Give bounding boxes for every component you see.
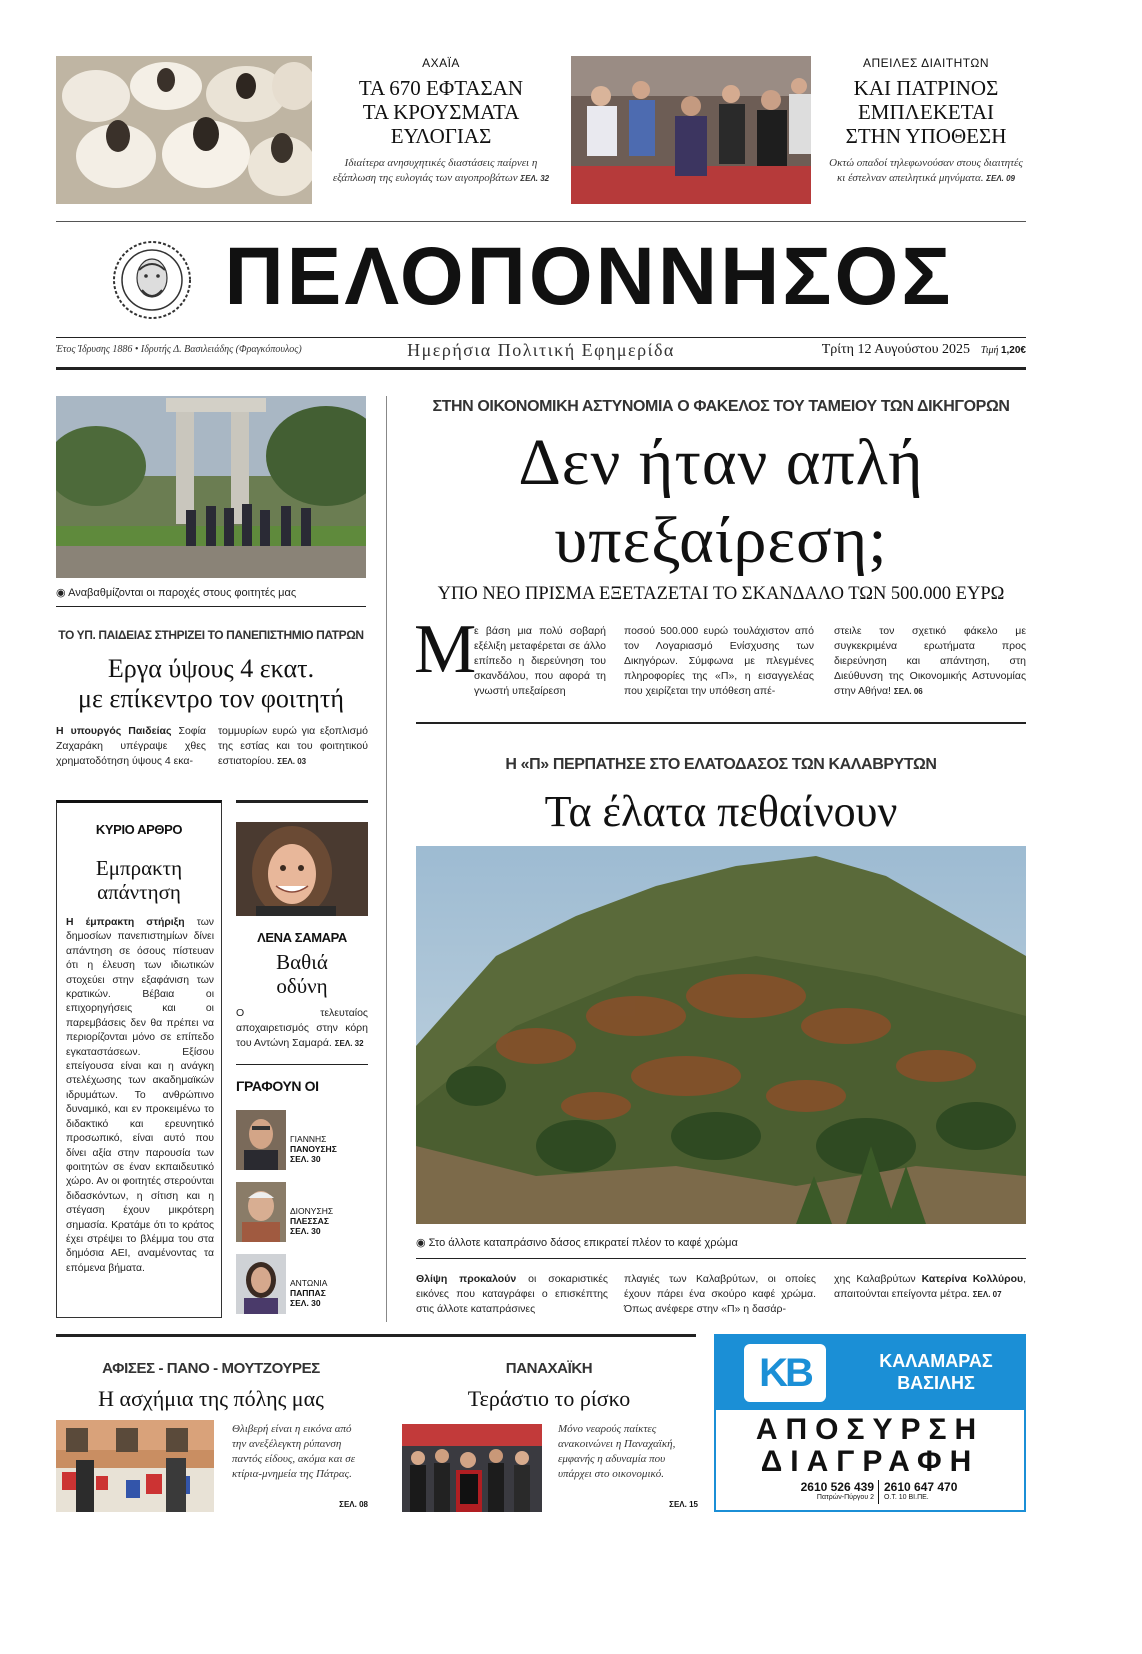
teaser-summary: Οκτώ οπαδοί τηλεφωνούσαν στους διαιτητές κι έστελναν απειλητικά μηνύματα. ΣΕΛ. 09 bbox=[829, 157, 1023, 184]
lead-col-2: ποσού 500.000 ευρώ τουλάχιστον από τον Λογαριασμό Ενίσχυσης των Δικηγόρων. Σύμφωνα με πλεγμένες πληροφορίες της «Π», η εισαγγελέας που χειρίζεται την υπόθεση απέ- bbox=[624, 625, 814, 697]
posters-page: ΣΕΛ. 08 bbox=[339, 1500, 368, 1509]
posters-kicker: ΑΦΙΣΕΣ - ΠΑΝΟ - ΜΟΥΤΖΟΥΡΕΣ bbox=[102, 1360, 320, 1377]
ad-phone-1[interactable]: 2610 526 439 Πατρών-Πύργου 2 bbox=[800, 1480, 874, 1501]
page-ref: ΣΕΛ. 09 bbox=[986, 174, 1016, 183]
writers-label: ΓΡΑΦΟΥΝ ΟΙ bbox=[236, 1078, 319, 1094]
editorial-body: Η έμπρακτη στήριξη των δημοσίων πανεπιστημίων δίνει απάντηση σε όσους πίστευαν ότι η έλευση των ιδιωτικών στοχεύει στην εξαφάνιση των κρατικών. Βέβαια οι επιχορηγήσεις και οι παρεμβάσεις δεν θα πρέπει να περιορίζονται μόνο σε επίπεδο εγκαταστάσεων. Εξίσου επείγουσα είναι και η ανάγκη στελέχωσης των ακαδημαϊκών ιδρυμάτων. Το ανθρώπινο δυναμικό, και εν προκειμένω το διδακτικό και ερευνητικό προσωπικό, είναι αυτό που δίνει αξία στην παρουσία των φοιτητών σε έναν εκπαιδευτικό χώρο. Αν οι φοιτητές στερούνται διδασκόντων, η σίτιση και η στέγαση έχουν μικρότερη σημασία. Κρατάμε ότι το κράτος έχει στρέψει το βλέμμα του στα δημόσια ΑΕΙ, αναμένοντας τα επόμενα βήματα. bbox=[66, 917, 214, 1274]
lead-dropcap: Μ bbox=[414, 611, 477, 688]
lead-kicker: ΣΤΗΝ ΟΙΚΟΝΟΜΙΚΗ ΑΣΤΥΝΟΜΙΑ Ο ΦΑΚΕΛΟΣ ΤΟΥ ΤΑΜΕΙΟΥ ΤΩΝ ΔΙΚΗΓΟΡΩΝ bbox=[432, 398, 1010, 415]
teaser-title: ΚΑΙ ΠΑΤΡΙΝΟΣ ΕΜΠΛΕΚΕΤΑΙ ΣΤΗΝ ΥΠΟΘΕΣΗ bbox=[845, 76, 1007, 148]
writers-rule bbox=[236, 1064, 368, 1065]
forest-col-2: πλαγιές των Καλαβρύτων, οι οποίες έχουν πάρει ένα σκούρο καφέ χρώμα. Όπως ανέφερε στην «Π» η δασάρ- bbox=[624, 1273, 816, 1315]
column-divider bbox=[386, 396, 387, 1322]
teaser-kicker: ΑΧΑΪΑ bbox=[422, 56, 460, 70]
forest-photo bbox=[416, 846, 1026, 1224]
writer-pappas[interactable]: ΑΝΤΩΝΙΑ ΠΑΠΠΑΣ ΣΕΛ. 30 bbox=[290, 1278, 328, 1308]
teaser-kicker: ΑΠΕΙΛΕΣ ΔΙΑΙΤΗΤΩΝ bbox=[862, 56, 990, 70]
bottom-rule bbox=[56, 1334, 696, 1337]
posters-body: Θλιβερή είναι η εικόνα από την ανεξέλεγκτη ρύπανση παντός είδους, ακόμα και σε κτίρια-μνημεία της Πάτρας. bbox=[232, 1423, 356, 1480]
lead-subhead: ΥΠΟ ΝΕΟ ΠΡΙΣΜΑ ΕΞΕΤΑΖΕΤΑΙ ΤΟ ΣΚΑΝΔΑΛΟ ΤΩΝ 500.000 ΕΥΡΩ bbox=[437, 584, 1005, 604]
writer-plessas[interactable]: ΔΙΟΝΥΣΗΣ ΠΛΕΣΣΑΣ ΣΕΛ. 30 bbox=[290, 1206, 334, 1236]
page-ref: ΣΕΛ. 32 bbox=[520, 174, 550, 183]
camera-icon: ◉ bbox=[56, 587, 69, 599]
panachaiki-photo bbox=[402, 1424, 542, 1512]
ad-phone-2[interactable]: 2610 647 470 Ο.Τ. 10 ΒΙ.ΠΕ. bbox=[884, 1480, 958, 1501]
forest-rule bbox=[416, 1258, 1026, 1259]
university-caption: ◉ Αναβαθμίζονται οι παροχές στους φοιτητές μας bbox=[56, 587, 297, 599]
editorial-headline[interactable]: Εμπρακτη απάντηση bbox=[95, 856, 183, 904]
advertisement[interactable] bbox=[714, 1334, 1026, 1512]
ad-brand: ΚΑΛΑΜΑΡΑΣ ΒΑΣΙΛΗΣ bbox=[879, 1351, 993, 1393]
panachaiki-headline[interactable]: Τεράστιο το ρίσκο bbox=[467, 1386, 631, 1411]
forest-col-1: Θλίψη προκαλούν οι σοκαριστικές εικόνες που καταγράφει ο επισκέπτης στις άλλοτε καταπράσινες bbox=[416, 1273, 608, 1315]
lead-col-1: ε βάση μια πολύ σοβαρή εξέλιξη μεταφέρεται σε άλλο επίπεδο η διερεύνηση του σκανδάλου, που αφορά τη γνωστή υπεξαίρεση bbox=[474, 625, 606, 697]
masthead-logo bbox=[112, 240, 192, 320]
ad-phone-divider bbox=[878, 1480, 879, 1504]
university-headline[interactable]: Εργα ύψους 4 εκατ. με επίκεντρο τον φοιτητή bbox=[78, 654, 344, 713]
teaser-title: ΤΑ 670 ΕΦΤΑΣΑΝ ΤΑ ΚΡΟΥΣΜΑΤΑ ΕΥΛΟΓΙΑΣ bbox=[358, 76, 524, 148]
issue-date: Τρίτη 12 Αυγούστου 2025 bbox=[821, 342, 970, 357]
lead-rule bbox=[416, 722, 1026, 724]
posters-photo bbox=[56, 1420, 214, 1512]
university-col-2: τομμυρίων ευρώ για εξοπλισμό της εστίας και του φοιτητικού εστιατορίου. ΣΕΛ. 03 bbox=[218, 725, 368, 767]
teaser-summary: Ιδιαίτερα ανησυχητικές διαστάσεις παίρνει η εξάπλωση της ευλογιάς των αιγοπροβάτων ΣΕΛ. 32 bbox=[332, 157, 550, 184]
masthead-rule-bottom bbox=[56, 367, 1026, 370]
sheep-photo bbox=[56, 56, 312, 204]
tagline: Ημερήσια Πολιτική Εφημερίδα bbox=[407, 340, 675, 360]
page-ref: ΣΕΛ. 06 bbox=[893, 687, 923, 696]
writer-photo-panousis bbox=[236, 1110, 286, 1170]
camera-icon: ◉ bbox=[416, 1237, 429, 1249]
university-rule bbox=[56, 606, 366, 607]
panachaiki-kicker: ΠΑΝΑΧΑΪΚΗ bbox=[505, 1360, 593, 1377]
university-col-1: Η υπουργός Παιδείας Σοφία Ζαχαράκη υπέγραψε χθες χρηματοδότηση ύψους 4 εκα- bbox=[56, 725, 206, 767]
ad-logo-icon: KB bbox=[744, 1344, 826, 1402]
university-kicker: ΤΟ ΥΠ. ΠΑΙΔΕΙΑΣ ΣΤΗΡΙΖΕΙ ΤΟ ΠΑΝΕΠΙΣΤΗΜΙΟ ΠΑΤΡΩΝ bbox=[58, 628, 364, 642]
writer-photo-plessas bbox=[236, 1182, 286, 1242]
posters-headline[interactable]: Η ασχήμια της πόλης μας bbox=[98, 1386, 324, 1411]
samara-name: ΛΕΝΑ ΣΑΜΑΡΑ bbox=[257, 930, 347, 945]
writer-panousis[interactable]: ΓΙΑΝΝΗΣ ΠΑΝΟΥΣΗΣ ΣΕΛ. 30 bbox=[290, 1134, 337, 1164]
price: Τιμή 1,20€ bbox=[980, 345, 1026, 356]
samara-body: Ο τελευταίος αποχαιρετισμός στην κόρη του Αντώνη Σαμαρά. ΣΕΛ. 32 bbox=[236, 1007, 368, 1049]
teaser-right[interactable] bbox=[826, 56, 1026, 186]
forest-col-3: χης Καλαβρύτων Κατερίνα Κολλύρου, απαιτούνται επείγοντα μέτρα. ΣΕΛ. 07 bbox=[834, 1273, 1027, 1300]
samara-rule bbox=[236, 800, 368, 803]
lead-headline[interactable]: Δεν ήταν απλή υπεξαίρεση; bbox=[518, 426, 924, 577]
forest-kicker: Η «Π» ΠΕΡΠΑΤΗΣΕ ΣΤΟ ΕΛΑΤΟΔΑΣΟΣ ΤΩΝ ΚΑΛΑΒΡΥΤΩΝ bbox=[505, 756, 937, 773]
editorial-label: ΚΥΡΙΟ ΑΡΘΡΟ bbox=[95, 822, 183, 837]
founding-info: Έτος Ίδρυσης 1886 • Ιδρυτής Δ. Βασιλειάδης (Φραγκόπουλος) bbox=[56, 344, 302, 355]
samara-headline[interactable]: Βαθιά οδύνη bbox=[276, 950, 328, 998]
page-ref: ΣΕΛ. 03 bbox=[277, 757, 307, 766]
masthead-title: ΠΕΛΟΠΟΝΝΗΣΟΣ bbox=[224, 231, 954, 322]
page-ref: ΣΕΛ. 32 bbox=[334, 1039, 364, 1048]
panachaiki-page: ΣΕΛ. 15 bbox=[669, 1500, 698, 1509]
lead-col-3: στειλε τον σχετικό φάκελο με συγκεκριμένα ερωτήματα προς διερεύνηση και απάντηση, στη Διεύθυνση της Οικονομικής Αστυνομίας στην Αθήνα! ΣΕΛ. 06 bbox=[834, 625, 1026, 697]
teaser-left[interactable] bbox=[326, 56, 556, 186]
page-ref: ΣΕΛ. 07 bbox=[972, 1290, 1002, 1299]
masthead-rule bbox=[56, 337, 1026, 338]
samara-photo bbox=[236, 822, 368, 916]
top-divider bbox=[56, 221, 1026, 222]
university-photo bbox=[56, 396, 366, 578]
panachaiki-body: Μόνο νεαρούς παίκτες ανακοινώνει η Παναχαϊκή, εμφανής η αδυναμία που υπάρχει στο οικονομικό. bbox=[558, 1423, 676, 1480]
forest-caption: ◉ Στο άλλοτε καταπράσινο δάσος επικρατεί πλέον το καφέ χρώμα bbox=[416, 1237, 738, 1249]
referees-photo bbox=[571, 56, 811, 204]
writer-photo-pappas bbox=[236, 1254, 286, 1314]
forest-headline[interactable]: Τα έλατα πεθαίνουν bbox=[544, 787, 898, 836]
ad-service: ΑΠΟΣΥΡΣΗ ΔΙΑΓΡΑΦΗ bbox=[755, 1413, 985, 1478]
